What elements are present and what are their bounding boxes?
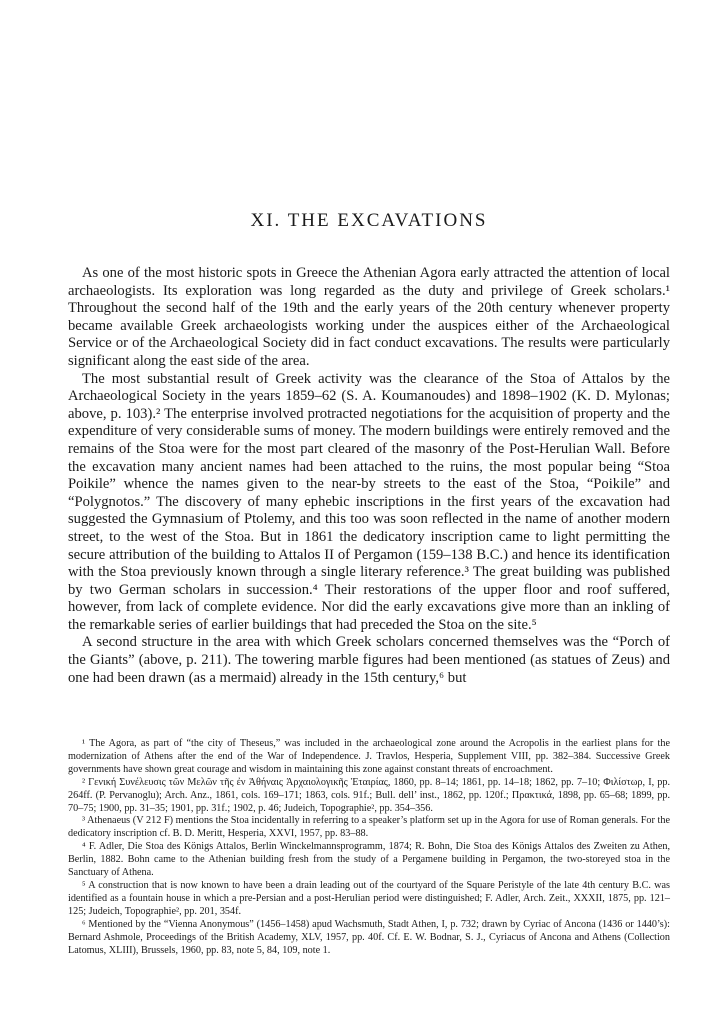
page [68, 0, 670, 1024]
body-paragraph-1: As one of the most historic spots in Greece the Athenian Agora early attracted the attention of local archaeologists. Its exploration was long regarded as the duty and privilege of Greek scholars.¹ Throughout the second half of the 19th and the early years of the 20th century whenever property became available Greek archaeologists working under the auspices either of the Archaeological Service or of the Archaeological Society did in fact conduct excavations. The results were particularly significant along the east side of the area. [68, 265, 670, 369]
footnotes [68, 738, 670, 957]
footnote-2: ² Γενική Συνέλευσις τῶν Μελῶν τῆς ἐν Ἀθήναις Ἀρχαιολογικῆς Ἑταιρίας, 1860, pp. 8–14; 1861, pp. 14–18; 1862, pp. 7–10; Φιλίστωρ, I, pp. 264ff. (P. Pervanoglu); Arch. Anz., 1861, cols. 169–171; 1863, cols. 91f.; Bull. dell’ inst., 1862, pp. 120f.; Πρακτικά, 1898, pp. 65–68; 1899, pp. 70–75; 1900, pp. 31–35; 1901, pp. 31f.; 1902, p. 46; Judeich, Topographie², pp. 354–356. [68, 776, 670, 814]
footnote-3: ³ Athenaeus (V 212 F) mentions the Stoa incidentally in referring to a speaker’s platform set up in the Agora for use of Roman generals. For the dedicatory inscription cf. B. D. Meritt, Hesperia, XXVI, 1957, pp. 83–88. [68, 815, 670, 840]
body-paragraph-3: A second structure in the area with which Greek scholars concerned themselves was the “Porch of the Giants” (above, p. 211). The towering marble figures had been mentioned (as statues of Zeus) and one had been drawn (as a mermaid) already in the 15th century,⁶ but [68, 634, 670, 686]
footnote-6: ⁶ Mentioned by the “Vienna Anonymous” (1456–1458) apud Wachsmuth, Stadt Athen, I, p. 732; drawn by Cyriac of Ancona (1436 or 1440’s): Bernard Ashmole, Proceedings of the British Academy, XLV, 1957, pp. 40f. Cf. E. W. Bodnar, S. J., Cyriacus of Ancona and Athens (Collection Latomus, XLIII), Brussels, 1960, pp. 83, note 5, 84, 109, note 1. [68, 918, 670, 956]
footnote-5: ⁵ A construction that is now known to have been a drain leading out of the courtyard of the Square Peristyle of the late 4th century B.C. was identified as a fountain house in which a pre-Persian and a post-Herulian period were distinguished; F. Adler, Arch. Zeit., XXXII, 1875, pp. 121–125; Judeich, Topographie², pp. 201, 354f. [68, 879, 670, 917]
chapter-title: XI. THE EXCAVATIONS [250, 210, 488, 231]
body-paragraph-2: The most substantial result of Greek activity was the clearance of the Stoa of Attalos by the Archaeological Society in the years 1859–62 (S. A. Koumanoudes) and 1898–1902 (K. D. Mylonas; above, p. 103).² The enterprise involved protracted negotiations for the acquisition of property and the expenditure of very considerable sums of money. The modern buildings were entirely removed and the remains of the Stoa were for the most part cleared of the masonry of the Post-Herulian Wall. Before the excavation many ancient names had been attached to the ruins, the most popular being “Stoa Poikile” whence the names given to the near-by streets to the east of the Stoa, “Poikile” and “Polygnotos.” The discovery of many ephebic inscriptions in the first years of the excavation had suggested the Gymnasium of Ptolemy, and this too was soon reflected in the name of another modern street, to the west of the Stoa. But in 1861 the dedicatory inscription came to light permitting the secure attribution of the building to Attalos II of Pergamon (159–138 B.C.) and hence its identification with the Stoa previously known through a single literary reference.³ The great building was published by two German scholars in succession.⁴ Their restorations of the upper floor and roof suffered, however, from lack of complete evidence. Nor did the early excavations give more than an inkling of the remarkable series of earlier buildings that had preceded the Stoa on the site.⁵ [68, 370, 670, 633]
footnote-4: ⁴ F. Adler, Die Stoa des Königs Attalos, Berlin Winckelmannsprogramm, 1874; R. Bohn, Die Stoa des Königs Attalos des Zweiten zu Athen, Berlin, 1882. Bohn came to the Athenian building fresh from the study of a Pergamene building in Pergamon, the two-storeyed stoa in the Sanctuary of Athena. [68, 841, 670, 879]
footnote-1: ¹ The Agora, as part of “the city of Theseus,” was included in the archaeological zone around the Acropolis in the earliest plans for the modernization of Athens after the end of the War of Independence. J. Travlos, Hesperia, Supplement VIII, pp. 382–384. Successive Greek governments have shown great courage and wisdom in maintaining this zone against constant threats of encroachment. [68, 738, 670, 775]
body-text [68, 265, 670, 687]
